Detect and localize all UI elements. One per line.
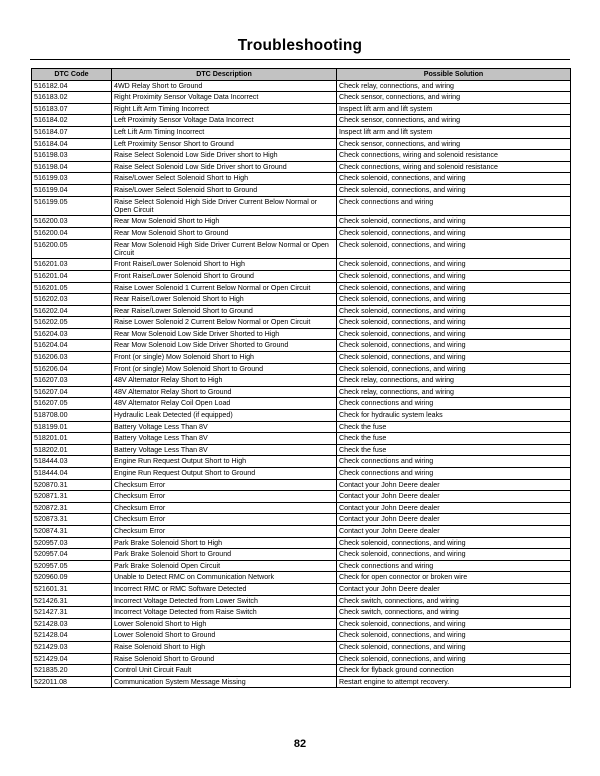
table-row — [32, 398, 571, 410]
possible-solution-cell: Check solenoid, connections, and wiring — [337, 630, 571, 642]
table-row — [32, 294, 571, 306]
dtc-code-cell: 516199.05 — [32, 196, 112, 216]
possible-solution-cell: Check solenoid, connections, and wiring — [337, 328, 571, 340]
possible-solution-cell: Check solenoid, connections, and wiring — [337, 549, 571, 561]
dtc-description-cell: Left Lift Arm Timing Incorrect — [112, 126, 337, 138]
dtc-code-cell: 518202.01 — [32, 444, 112, 456]
table-row — [32, 216, 571, 228]
possible-solution-cell: Check solenoid, connections, and wiring — [337, 270, 571, 282]
dtc-code-cell: 516183.02 — [32, 92, 112, 104]
possible-solution-cell: Inspect lift arm and lift system — [337, 126, 571, 138]
table-row — [32, 375, 571, 387]
possible-solution-cell: Check the fuse — [337, 444, 571, 456]
table-row — [32, 161, 571, 173]
possible-solution-cell: Restart engine to attempt recovery. — [337, 676, 571, 688]
table-row — [32, 537, 571, 549]
dtc-description-cell: Right Lift Arm Timing Incorrect — [112, 103, 337, 115]
possible-solution-cell: Check solenoid, connections, and wiring — [337, 352, 571, 364]
dtc-code-cell: 516183.07 — [32, 103, 112, 115]
dtc-code-cell: 516206.04 — [32, 363, 112, 375]
table-row — [32, 444, 571, 456]
dtc-description-cell: Raise Select Solenoid High Side Driver Current Below Normal or Open Circuit — [112, 196, 337, 216]
possible-solution-cell: Check for flyback ground connection — [337, 665, 571, 677]
dtc-description-cell: Right Proximity Sensor Voltage Data Incorrect — [112, 92, 337, 104]
possible-solution-cell: Check solenoid, connections, and wiring — [337, 227, 571, 239]
page-title: Troubleshooting — [237, 37, 363, 54]
possible-solution-cell: Check solenoid, connections, and wiring — [337, 305, 571, 317]
dtc-description-cell: Rear Mow Solenoid Short to High — [112, 216, 337, 228]
table-row — [32, 259, 571, 271]
table-row — [32, 352, 571, 364]
possible-solution-cell: Check solenoid, connections, and wiring — [337, 259, 571, 271]
possible-solution-cell: Contact your John Deere dealer — [337, 525, 571, 537]
dtc-description-cell: Front (or single) Mow Solenoid Short to Ground — [112, 363, 337, 375]
dtc-code-cell: 518708.00 — [32, 410, 112, 422]
table-row — [32, 138, 571, 150]
dtc-code-cell: 520957.05 — [32, 560, 112, 572]
dtc-description-cell: Left Proximity Sensor Voltage Data Incorrect — [112, 115, 337, 127]
dtc-description-cell: Raise Solenoid Short to High — [112, 641, 337, 653]
dtc-description-cell: Incorrect Voltage Detected from Lower Switch — [112, 595, 337, 607]
possible-solution-cell: Check connections, wiring and solenoid resistance — [337, 161, 571, 173]
dtc-description-cell: Lower Solenoid Short to Ground — [112, 630, 337, 642]
possible-solution-cell: Check relay, connections, and wiring — [337, 80, 571, 92]
table-row — [32, 282, 571, 294]
table-row — [32, 421, 571, 433]
dtc-code-cell: 516206.03 — [32, 352, 112, 364]
possible-solution-cell: Check connections and wiring — [337, 196, 571, 216]
table-row — [32, 239, 571, 259]
table-row — [32, 676, 571, 688]
table-row — [32, 386, 571, 398]
dtc-description-cell: Rear Mow Solenoid Short to Ground — [112, 227, 337, 239]
dtc-description-cell: Raise Solenoid Short to Ground — [112, 653, 337, 665]
dtc-description-cell: Checksum Error — [112, 502, 337, 514]
dtc-code-cell: 516207.04 — [32, 386, 112, 398]
table-row — [32, 560, 571, 572]
possible-solution-cell: Contact your John Deere dealer — [337, 491, 571, 503]
dtc-code-cell: 520873.31 — [32, 514, 112, 526]
possible-solution-cell: Check solenoid, connections, and wiring — [337, 537, 571, 549]
table-row — [32, 126, 571, 138]
possible-solution-cell: Check connections, wiring and solenoid resistance — [337, 150, 571, 162]
dtc-code-cell: 520874.31 — [32, 525, 112, 537]
dtc-description-cell: 48V Alternator Relay Short to Ground — [112, 386, 337, 398]
header-possible-solution: Possible Solution — [337, 69, 571, 81]
dtc-code-cell: 516202.04 — [32, 305, 112, 317]
header-dtc-code: DTC Code — [32, 69, 112, 81]
possible-solution-cell: Check sensor, connections, and wiring — [337, 138, 571, 150]
dtc-code-cell: 516198.03 — [32, 150, 112, 162]
dtc-description-cell: 48V Alternator Relay Short to High — [112, 375, 337, 387]
possible-solution-cell: Check solenoid, connections, and wiring — [337, 239, 571, 259]
dtc-description-cell: Hydraulic Leak Detected (if equipped) — [112, 410, 337, 422]
possible-solution-cell: Check solenoid, connections, and wiring — [337, 173, 571, 185]
table-row — [32, 456, 571, 468]
dtc-code-cell: 516184.07 — [32, 126, 112, 138]
dtc-description-cell: Rear Mow Solenoid High Side Driver Current Below Normal or Open Circuit — [112, 239, 337, 259]
table-row — [32, 328, 571, 340]
header-dtc-description: DTC Description — [112, 69, 337, 81]
dtc-code-cell: 516199.04 — [32, 184, 112, 196]
dtc-table — [31, 68, 571, 688]
dtc-code-cell: 521426.31 — [32, 595, 112, 607]
dtc-code-cell: 522011.08 — [32, 676, 112, 688]
dtc-description-cell: Lower Solenoid Short to High — [112, 618, 337, 630]
possible-solution-cell: Check solenoid, connections, and wiring — [337, 618, 571, 630]
table-row — [32, 363, 571, 375]
possible-solution-cell: Check for open connector or broken wire — [337, 572, 571, 584]
dtc-description-cell: Unable to Detect RMC on Communication Network — [112, 572, 337, 584]
possible-solution-cell: Contact your John Deere dealer — [337, 514, 571, 526]
dtc-code-cell: 516199.03 — [32, 173, 112, 185]
possible-solution-cell: Check connections and wiring — [337, 398, 571, 410]
dtc-code-cell: 516207.03 — [32, 375, 112, 387]
dtc-code-cell: 521427.31 — [32, 607, 112, 619]
possible-solution-cell: Check connections and wiring — [337, 456, 571, 468]
dtc-description-cell: Incorrect RMC or RMC Software Detected — [112, 583, 337, 595]
dtc-code-cell: 516201.03 — [32, 259, 112, 271]
table-row — [32, 583, 571, 595]
table-row — [32, 630, 571, 642]
possible-solution-cell: Check solenoid, connections, and wiring — [337, 340, 571, 352]
dtc-description-cell: Raise Select Solenoid Low Side Driver short to High — [112, 150, 337, 162]
dtc-description-cell: Raise/Lower Select Solenoid Short to Ground — [112, 184, 337, 196]
table-row — [32, 502, 571, 514]
table-header-row — [32, 69, 571, 81]
dtc-description-cell: Checksum Error — [112, 479, 337, 491]
dtc-description-cell: Rear Mow Solenoid Low Side Driver Shorted to High — [112, 328, 337, 340]
dtc-code-cell: 516182.04 — [32, 80, 112, 92]
dtc-description-cell: Checksum Error — [112, 491, 337, 503]
table-row — [32, 525, 571, 537]
dtc-description-cell: Raise Lower Solenoid 2 Current Below Normal or Open Circuit — [112, 317, 337, 329]
dtc-code-cell: 516204.04 — [32, 340, 112, 352]
dtc-code-cell: 516207.05 — [32, 398, 112, 410]
dtc-description-cell: Incorrect Voltage Detected from Raise Switch — [112, 607, 337, 619]
dtc-code-cell: 518201.01 — [32, 433, 112, 445]
dtc-code-cell: 521429.03 — [32, 641, 112, 653]
dtc-code-cell: 516200.03 — [32, 216, 112, 228]
dtc-code-cell: 520957.04 — [32, 549, 112, 561]
dtc-description-cell: Raise Select Solenoid Low Side Driver short to Ground — [112, 161, 337, 173]
possible-solution-cell: Check relay, connections, and wiring — [337, 375, 571, 387]
dtc-code-cell: 516184.02 — [32, 115, 112, 127]
table-row — [32, 468, 571, 480]
table-row — [32, 340, 571, 352]
table-row — [32, 653, 571, 665]
dtc-description-cell: Raise/Lower Select Solenoid Short to High — [112, 173, 337, 185]
dtc-description-cell: Battery Voltage Less Than 8V — [112, 433, 337, 445]
dtc-code-cell: 518444.03 — [32, 456, 112, 468]
table-row — [32, 80, 571, 92]
possible-solution-cell: Check solenoid, connections, and wiring — [337, 317, 571, 329]
dtc-description-cell: Communication System Message Missing — [112, 676, 337, 688]
dtc-code-cell: 520957.03 — [32, 537, 112, 549]
dtc-code-cell: 516184.04 — [32, 138, 112, 150]
dtc-code-cell: 518199.01 — [32, 421, 112, 433]
table-row — [32, 595, 571, 607]
table-row — [32, 317, 571, 329]
possible-solution-cell: Check for hydraulic system leaks — [337, 410, 571, 422]
table-row — [32, 150, 571, 162]
dtc-description-cell: Front Raise/Lower Solenoid Short to Ground — [112, 270, 337, 282]
title-rule — [30, 59, 570, 60]
table-row — [32, 184, 571, 196]
possible-solution-cell: Check solenoid, connections, and wiring — [337, 294, 571, 306]
dtc-description-cell: Left Proximity Sensor Short to Ground — [112, 138, 337, 150]
dtc-description-cell: Raise Lower Solenoid 1 Current Below Normal or Open Circuit — [112, 282, 337, 294]
dtc-description-cell: 4WD Relay Short to Ground — [112, 80, 337, 92]
possible-solution-cell: Check solenoid, connections, and wiring — [337, 363, 571, 375]
table-row — [32, 305, 571, 317]
table-row — [32, 665, 571, 677]
table-row — [32, 641, 571, 653]
possible-solution-cell: Check switch, connections, and wiring — [337, 607, 571, 619]
page-number: 82 — [293, 738, 307, 750]
possible-solution-cell: Check solenoid, connections, and wiring — [337, 653, 571, 665]
dtc-code-cell: 520872.31 — [32, 502, 112, 514]
dtc-description-cell: Front Raise/Lower Solenoid Short to High — [112, 259, 337, 271]
dtc-description-cell: Battery Voltage Less Than 8V — [112, 444, 337, 456]
dtc-description-cell: Checksum Error — [112, 514, 337, 526]
table-row — [32, 103, 571, 115]
table-row — [32, 491, 571, 503]
table-row — [32, 618, 571, 630]
table-row — [32, 607, 571, 619]
dtc-code-cell: 518444.04 — [32, 468, 112, 480]
possible-solution-cell: Check the fuse — [337, 421, 571, 433]
possible-solution-cell: Inspect lift arm and lift system — [337, 103, 571, 115]
table-row — [32, 549, 571, 561]
table-row — [32, 173, 571, 185]
dtc-code-cell: 520871.31 — [32, 491, 112, 503]
table-body — [32, 80, 571, 688]
possible-solution-cell: Check the fuse — [337, 433, 571, 445]
dtc-code-cell: 516200.05 — [32, 239, 112, 259]
table-row — [32, 270, 571, 282]
table-row — [32, 433, 571, 445]
possible-solution-cell: Check relay, connections, and wiring — [337, 386, 571, 398]
possible-solution-cell: Check solenoid, connections, and wiring — [337, 282, 571, 294]
dtc-description-cell: Park Brake Solenoid Short to Ground — [112, 549, 337, 561]
dtc-code-cell: 516201.04 — [32, 270, 112, 282]
dtc-code-cell: 516201.05 — [32, 282, 112, 294]
dtc-code-cell: 521835.20 — [32, 665, 112, 677]
dtc-code-cell: 520870.31 — [32, 479, 112, 491]
dtc-code-cell: 516200.04 — [32, 227, 112, 239]
possible-solution-cell: Check switch, connections, and wiring — [337, 595, 571, 607]
dtc-description-cell: 48V Alternator Relay Coil Open Load — [112, 398, 337, 410]
possible-solution-cell: Check solenoid, connections, and wiring — [337, 184, 571, 196]
table-row — [32, 227, 571, 239]
dtc-code-cell: 521428.04 — [32, 630, 112, 642]
table-row — [32, 572, 571, 584]
dtc-description-cell: Control Unit Circuit Fault — [112, 665, 337, 677]
dtc-description-cell: Engine Run Request Output Short to Ground — [112, 468, 337, 480]
possible-solution-cell: Check connections and wiring — [337, 468, 571, 480]
dtc-description-cell: Park Brake Solenoid Open Circuit — [112, 560, 337, 572]
dtc-code-cell: 516198.04 — [32, 161, 112, 173]
table-row — [32, 410, 571, 422]
dtc-code-cell: 521601.31 — [32, 583, 112, 595]
possible-solution-cell: Check sensor, connections, and wiring — [337, 92, 571, 104]
dtc-description-cell: Rear Raise/Lower Solenoid Short to Ground — [112, 305, 337, 317]
possible-solution-cell: Contact your John Deere dealer — [337, 479, 571, 491]
dtc-description-cell: Battery Voltage Less Than 8V — [112, 421, 337, 433]
possible-solution-cell: Contact your John Deere dealer — [337, 583, 571, 595]
dtc-code-cell: 521429.04 — [32, 653, 112, 665]
dtc-code-cell: 521428.03 — [32, 618, 112, 630]
dtc-description-cell: Checksum Error — [112, 525, 337, 537]
dtc-description-cell: Rear Mow Solenoid Low Side Driver Shorted to Ground — [112, 340, 337, 352]
dtc-code-cell: 516202.03 — [32, 294, 112, 306]
dtc-description-cell: Front (or single) Mow Solenoid Short to High — [112, 352, 337, 364]
dtc-description-cell: Park Brake Solenoid Short to High — [112, 537, 337, 549]
table-row — [32, 514, 571, 526]
dtc-code-cell: 516204.03 — [32, 328, 112, 340]
table-row — [32, 196, 571, 216]
table-row — [32, 92, 571, 104]
possible-solution-cell: Contact your John Deere dealer — [337, 502, 571, 514]
possible-solution-cell: Check connections and wiring — [337, 560, 571, 572]
dtc-code-cell: 516202.05 — [32, 317, 112, 329]
dtc-code-cell: 520960.09 — [32, 572, 112, 584]
dtc-description-cell: Engine Run Request Output Short to High — [112, 456, 337, 468]
table-row — [32, 479, 571, 491]
table-row — [32, 115, 571, 127]
dtc-description-cell: Rear Raise/Lower Solenoid Short to High — [112, 294, 337, 306]
possible-solution-cell: Check solenoid, connections, and wiring — [337, 216, 571, 228]
possible-solution-cell: Check sensor, connections, and wiring — [337, 115, 571, 127]
possible-solution-cell: Check solenoid, connections, and wiring — [337, 641, 571, 653]
